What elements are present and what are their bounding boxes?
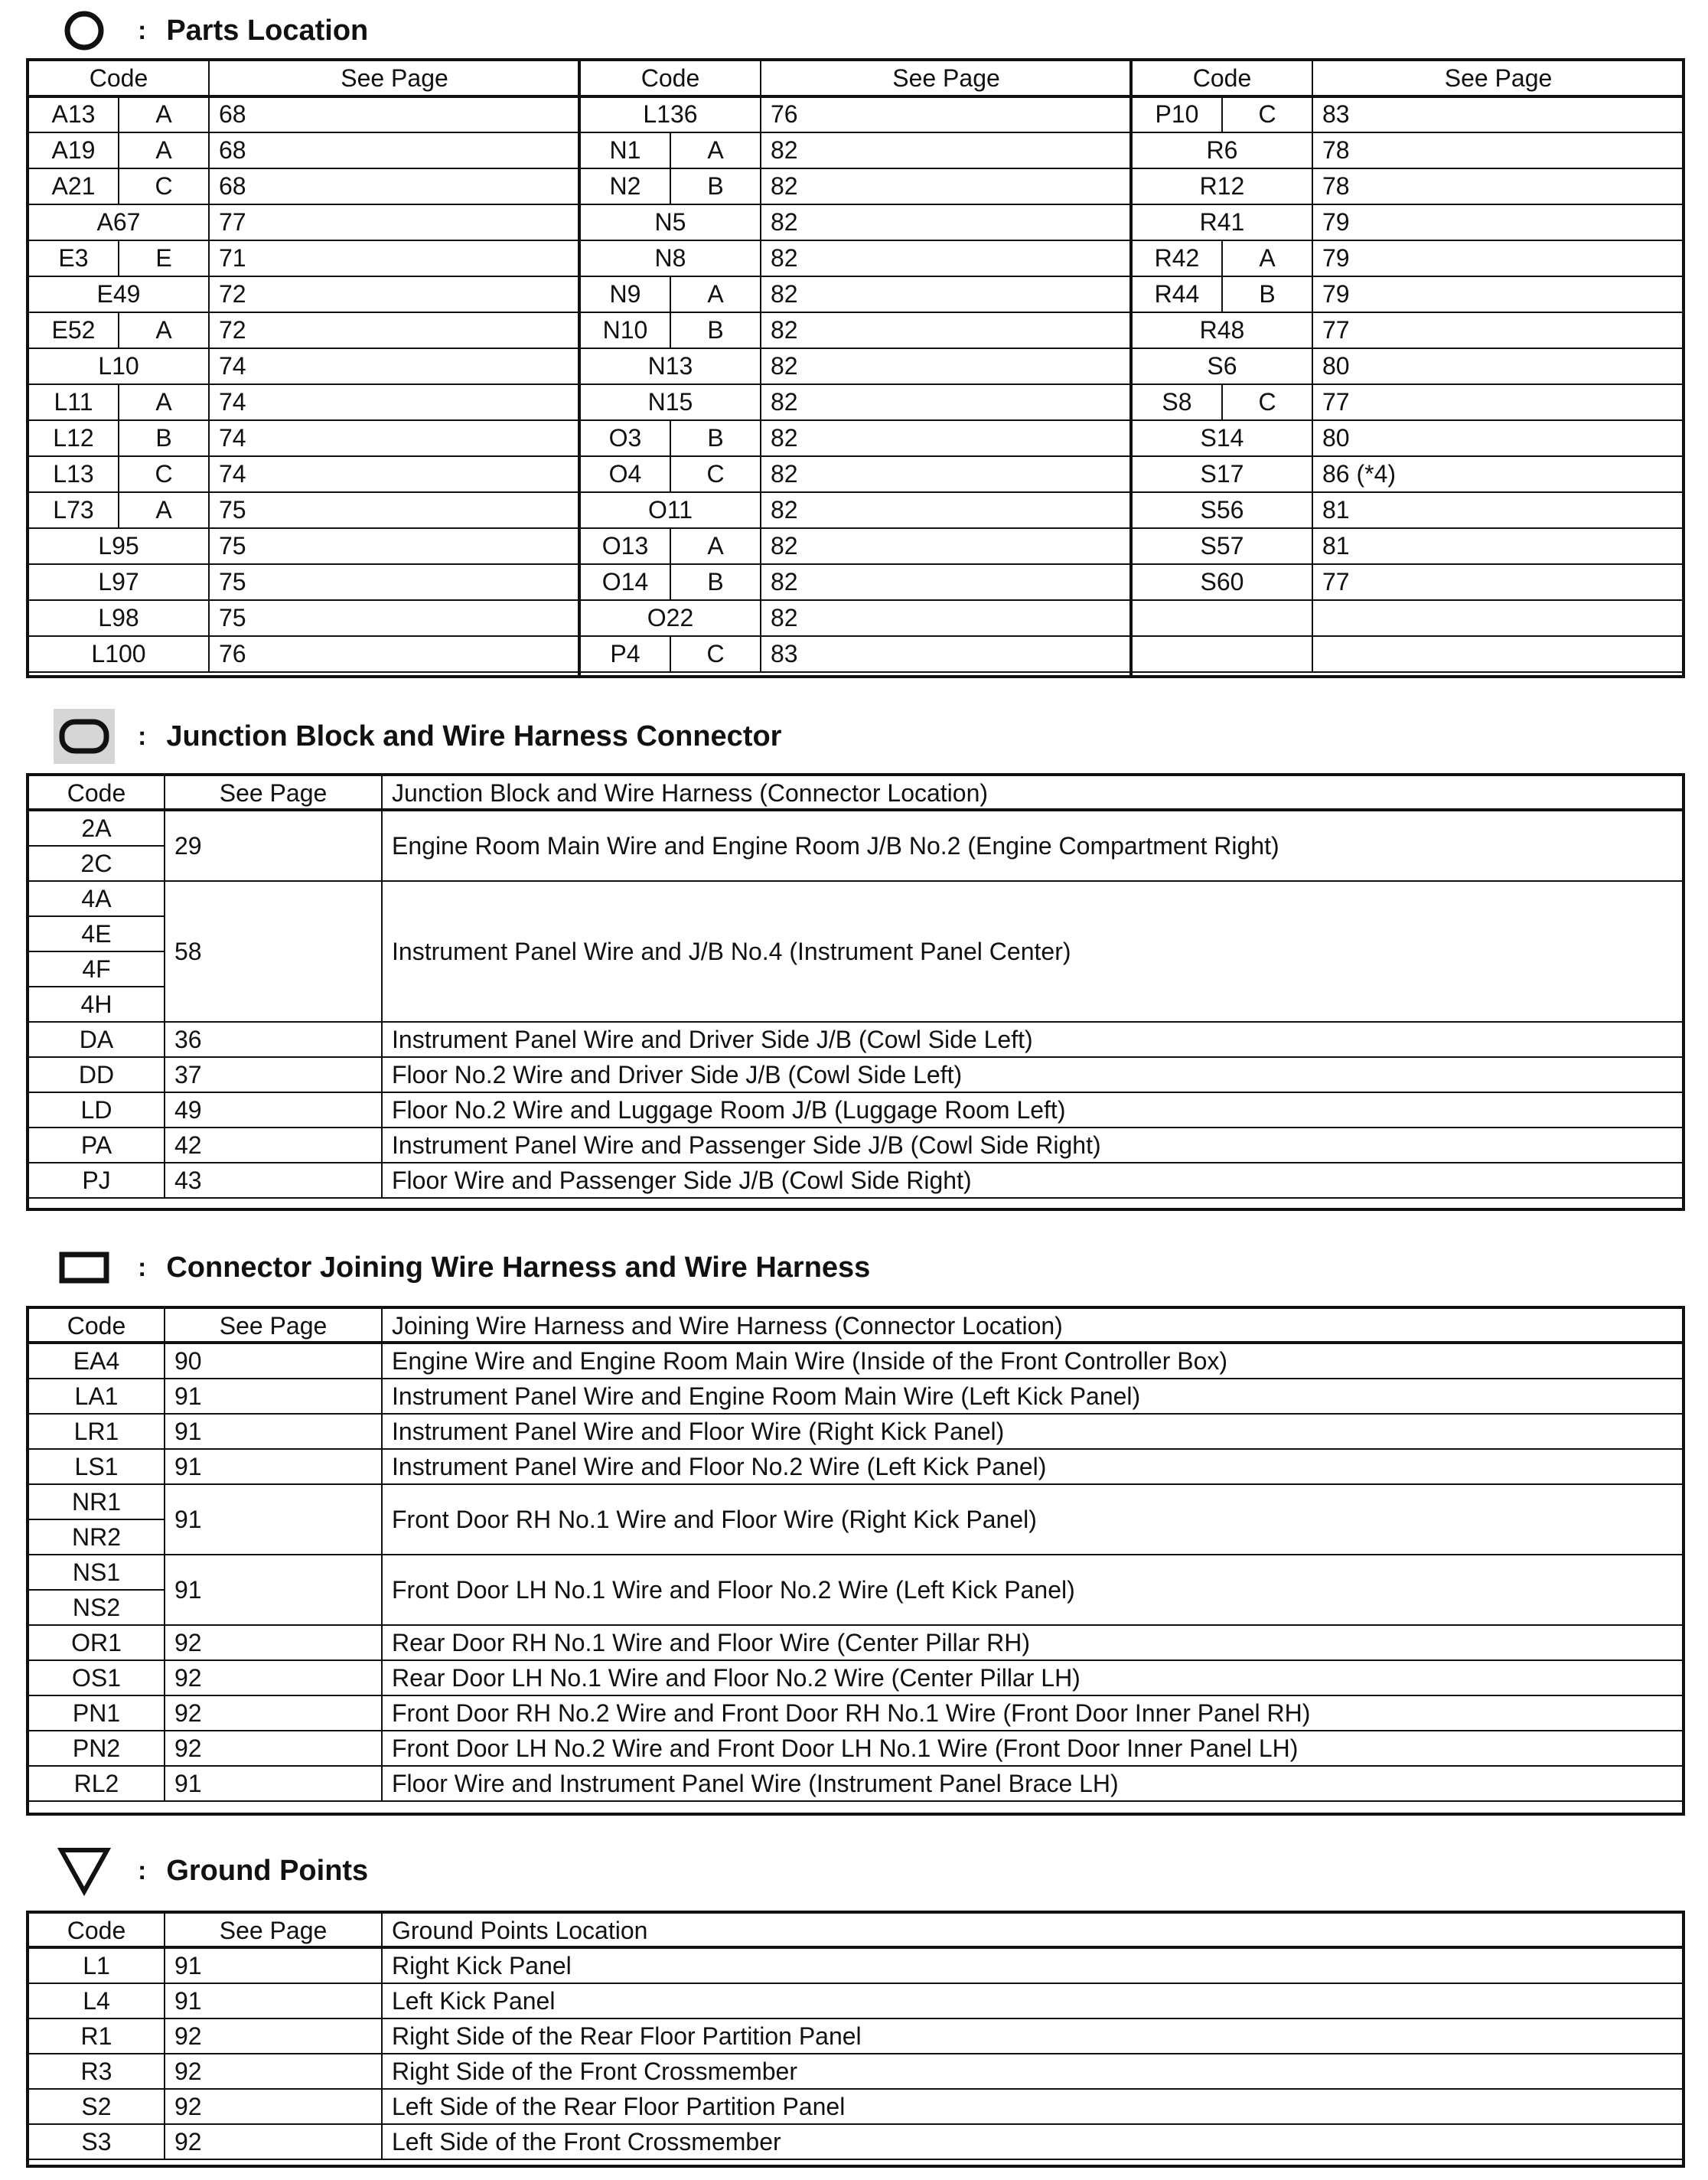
location-cell: Rear Door LH No.1 Wire and Floor No.2 Wire (Center Pillar LH) (382, 1660, 1684, 1695)
see-page-cell: 37 (165, 1057, 382, 1092)
code-cell: S2 (28, 2089, 165, 2124)
sub-code-cell: B (1222, 276, 1312, 312)
see-page-cell: 72 (209, 312, 580, 348)
code-cell: DA (28, 1022, 165, 1057)
ground-header-row (28, 1913, 1684, 1948)
see-page-cell: 74 (209, 384, 580, 420)
see-page-cell: 76 (209, 636, 580, 672)
code-cell: LR1 (28, 1414, 165, 1449)
code-cell: PN1 (28, 1695, 165, 1731)
code-cell: 4F (28, 951, 165, 987)
code-cell: S57 (1132, 528, 1312, 564)
location-cell: Rear Door RH No.1 Wire and Floor Wire (Center Pillar RH) (382, 1625, 1684, 1660)
code-cell: A19 (28, 132, 119, 168)
table-row (28, 1983, 1684, 2018)
see-page-cell: 92 (165, 2089, 382, 2124)
see-page-cell: 82 (761, 564, 1132, 600)
code-cell: L11 (28, 384, 119, 420)
see-page-cell: 82 (761, 276, 1132, 312)
code-cell: EA4 (28, 1343, 165, 1379)
location-cell: Instrument Panel Wire and Floor No.2 Wire (Left Kick Panel) (382, 1449, 1684, 1484)
see-page-cell: 77 (1312, 564, 1684, 600)
code-cell: L10 (28, 348, 209, 384)
code-cell: LS1 (28, 1449, 165, 1484)
table-row (28, 1343, 1684, 1379)
see-page-cell: 91 (165, 1449, 382, 1484)
code-cell: NR1 (28, 1484, 165, 1519)
code-cell: O4 (580, 456, 670, 492)
see-page-cell: 29 (165, 811, 382, 881)
code-cell: P4 (580, 636, 670, 672)
code-cell: RL2 (28, 1766, 165, 1801)
see-page-cell: 82 (761, 312, 1132, 348)
see-page-cell: 72 (209, 276, 580, 312)
see-page-cell: 92 (165, 1625, 382, 1660)
code-cell: L13 (28, 456, 119, 492)
parts-row (28, 132, 1684, 168)
code-cell: R12 (1132, 168, 1312, 204)
parts-row (28, 420, 1684, 456)
code-header: Code (580, 60, 761, 96)
location-header: Ground Points Location (382, 1913, 1684, 1948)
location-cell: Front Door RH No.1 Wire and Floor Wire (Right Kick Panel) (382, 1484, 1684, 1555)
location-cell: Engine Wire and Engine Room Main Wire (Inside of the Front Controller Box) (382, 1343, 1684, 1379)
code-cell: P10 (1132, 96, 1222, 132)
code-cell: R41 (1132, 204, 1312, 240)
location-cell: Front Door RH No.2 Wire and Front Door RH No.1 Wire (Front Door Inner Panel RH) (382, 1695, 1684, 1731)
sub-code-cell: C (119, 168, 209, 204)
see-page-header: See Page (165, 775, 382, 811)
parts-row (28, 276, 1684, 312)
code-cell: S56 (1132, 492, 1312, 528)
code-cell: E3 (28, 240, 119, 276)
sub-code-cell: A (119, 312, 209, 348)
junction-block-title: Junction Block and Wire Harness Connector (166, 720, 782, 752)
location-cell: Engine Room Main Wire and Engine Room J/B No.2 (Engine Compartment Right) (382, 811, 1684, 881)
sub-code-cell: A (119, 132, 209, 168)
ground-points-title: Ground Points (166, 1854, 369, 1887)
code-cell: L1 (28, 1948, 165, 1983)
code-cell: N8 (580, 240, 761, 276)
code-cell: O11 (580, 492, 761, 528)
table-row (28, 1731, 1684, 1766)
code-cell: PA (28, 1128, 165, 1163)
parts-group-separator (578, 58, 581, 678)
see-page-cell: 91 (165, 1414, 382, 1449)
see-page-cell (1312, 636, 1684, 672)
sub-code-cell: A (1222, 240, 1312, 276)
see-page-cell: 36 (165, 1022, 382, 1057)
location-cell: Instrument Panel Wire and Engine Room Main Wire (Left Kick Panel) (382, 1379, 1684, 1414)
see-page-cell: 91 (165, 1379, 382, 1414)
see-page-cell: 43 (165, 1163, 382, 1198)
see-page-cell: 79 (1312, 204, 1684, 240)
code-cell (1132, 636, 1312, 672)
connector-header-row (28, 1308, 1684, 1343)
see-page-cell: 92 (165, 2054, 382, 2089)
sub-code-cell: C (119, 456, 209, 492)
circle-symbol-icon (54, 3, 115, 58)
heading-colon: : (138, 1252, 147, 1282)
table-row (28, 1660, 1684, 1695)
table-row (28, 1163, 1684, 1198)
code-cell: L73 (28, 492, 119, 528)
code-cell: PN2 (28, 1731, 165, 1766)
code-cell: O13 (580, 528, 670, 564)
see-page-cell: 80 (1312, 420, 1684, 456)
parts-header-row (28, 60, 1684, 96)
see-page-cell: 71 (209, 240, 580, 276)
ground-header-rule (26, 1946, 1685, 1949)
see-page-header: See Page (1312, 60, 1684, 96)
code-cell: N2 (580, 168, 670, 204)
connector-joining-table (28, 1307, 1685, 1802)
code-cell: S17 (1132, 456, 1312, 492)
parts-group-separator (1129, 58, 1133, 678)
code-cell: E49 (28, 276, 209, 312)
location-cell: Right Kick Panel (382, 1948, 1684, 1983)
see-page-header: See Page (761, 60, 1132, 96)
code-cell: N1 (580, 132, 670, 168)
parts-row (28, 564, 1684, 600)
see-page-cell: 91 (165, 1555, 382, 1625)
code-cell: NS1 (28, 1555, 165, 1590)
table-row (28, 1057, 1684, 1092)
see-page-cell: 78 (1312, 132, 1684, 168)
see-page-cell (1312, 600, 1684, 636)
ground-points-table (28, 1912, 1685, 2160)
sub-code-cell: C (1222, 96, 1312, 132)
code-cell: S3 (28, 2124, 165, 2159)
code-cell: L95 (28, 528, 209, 564)
code-cell: NR2 (28, 1519, 165, 1555)
see-page-cell: 92 (165, 1731, 382, 1766)
code-cell: O14 (580, 564, 670, 600)
table-row (28, 2089, 1684, 2124)
code-cell: N15 (580, 384, 761, 420)
location-cell: Instrument Panel Wire and Driver Side J/B (Cowl Side Left) (382, 1022, 1684, 1057)
sub-code-cell: B (670, 564, 761, 600)
code-cell: OS1 (28, 1660, 165, 1695)
location-cell: Left Side of the Front Crossmember (382, 2124, 1684, 2159)
see-page-header: See Page (165, 1308, 382, 1343)
see-page-cell: 82 (761, 384, 1132, 420)
table-row (28, 1948, 1684, 1983)
code-cell: R3 (28, 2054, 165, 2089)
code-cell: N5 (580, 204, 761, 240)
see-page-cell: 92 (165, 1695, 382, 1731)
code-cell: L12 (28, 420, 119, 456)
see-page-cell: 82 (761, 168, 1132, 204)
triangle-symbol-icon (54, 1843, 115, 1898)
parts-row (28, 348, 1684, 384)
connector-joining-title: Connector Joining Wire Harness and Wire Harness (166, 1251, 871, 1284)
code-cell: O22 (580, 600, 761, 636)
code-cell (1132, 600, 1312, 636)
see-page-cell: 92 (165, 2018, 382, 2054)
rounded-rectangle-symbol-icon (54, 709, 115, 764)
code-cell: L98 (28, 600, 209, 636)
see-page-cell: 91 (165, 1983, 382, 2018)
table-row (28, 1449, 1684, 1484)
see-page-cell: 68 (209, 96, 580, 132)
code-cell: DD (28, 1057, 165, 1092)
parts-row (28, 492, 1684, 528)
location-header: Joining Wire Harness and Wire Harness (Connector Location) (382, 1308, 1684, 1343)
table-row (28, 2018, 1684, 2054)
table-row (28, 2124, 1684, 2159)
see-page-cell: 75 (209, 528, 580, 564)
see-page-cell: 82 (761, 600, 1132, 636)
code-cell: OR1 (28, 1625, 165, 1660)
see-page-cell: 68 (209, 132, 580, 168)
see-page-cell: 83 (1312, 96, 1684, 132)
sub-code-cell: A (670, 528, 761, 564)
table-row (28, 1766, 1684, 1801)
code-cell: R42 (1132, 240, 1222, 276)
table-row (28, 881, 1684, 916)
sub-code-cell: B (670, 420, 761, 456)
see-page-cell: 77 (1312, 384, 1684, 420)
parts-row (28, 636, 1684, 672)
location-cell: Front Door LH No.2 Wire and Front Door LH No.1 Wire (Front Door Inner Panel LH) (382, 1731, 1684, 1766)
sub-code-cell: C (1222, 384, 1312, 420)
see-page-cell: 68 (209, 168, 580, 204)
location-cell: Left Side of the Rear Floor Partition Panel (382, 2089, 1684, 2124)
see-page-cell: 86 (*4) (1312, 456, 1684, 492)
code-cell: A13 (28, 96, 119, 132)
code-header: Code (1132, 60, 1312, 96)
code-cell: S14 (1132, 420, 1312, 456)
heading-colon: : (138, 721, 147, 751)
junction-header-rule (26, 808, 1685, 811)
code-cell: S8 (1132, 384, 1222, 420)
sub-code-cell: A (119, 492, 209, 528)
code-cell: S6 (1132, 348, 1312, 384)
parts-row (28, 384, 1684, 420)
code-cell: 4H (28, 987, 165, 1022)
sub-code-cell: A (670, 276, 761, 312)
code-cell: R44 (1132, 276, 1222, 312)
parts-location-table (28, 60, 1685, 673)
see-page-cell: 81 (1312, 528, 1684, 564)
see-page-cell: 91 (165, 1948, 382, 1983)
code-cell: 2A (28, 811, 165, 846)
parts-row (28, 600, 1684, 636)
junction-header-row (28, 775, 1684, 811)
code-cell: 4A (28, 881, 165, 916)
table-row (28, 1379, 1684, 1414)
see-page-cell: 74 (209, 420, 580, 456)
see-page-cell: 82 (761, 456, 1132, 492)
see-page-cell: 42 (165, 1128, 382, 1163)
table-row (28, 1625, 1684, 1660)
code-cell: L4 (28, 1983, 165, 2018)
sub-code-cell: C (670, 456, 761, 492)
code-cell: N10 (580, 312, 670, 348)
heading-colon: : (138, 15, 147, 45)
code-cell: PJ (28, 1163, 165, 1198)
code-cell: 4E (28, 916, 165, 951)
code-cell: E52 (28, 312, 119, 348)
table-row (28, 1555, 1684, 1590)
see-page-cell: 49 (165, 1092, 382, 1128)
see-page-cell: 82 (761, 348, 1132, 384)
see-page-cell: 80 (1312, 348, 1684, 384)
see-page-header: See Page (209, 60, 580, 96)
parts-header-rule (26, 95, 1685, 98)
code-cell: R48 (1132, 312, 1312, 348)
see-page-cell: 83 (761, 636, 1132, 672)
location-cell: Floor Wire and Passenger Side J/B (Cowl Side Right) (382, 1163, 1684, 1198)
heading-colon: : (138, 1855, 147, 1885)
parts-row (28, 204, 1684, 240)
see-page-cell: 92 (165, 1660, 382, 1695)
code-cell: S60 (1132, 564, 1312, 600)
parts-row (28, 528, 1684, 564)
see-page-cell: 75 (209, 600, 580, 636)
code-cell: R1 (28, 2018, 165, 2054)
table-row (28, 1092, 1684, 1128)
see-page-cell: 79 (1312, 276, 1684, 312)
location-cell: Front Door LH No.1 Wire and Floor No.2 Wire (Left Kick Panel) (382, 1555, 1684, 1625)
junction-block-heading (54, 706, 781, 767)
parts-row (28, 240, 1684, 276)
parts-row (28, 168, 1684, 204)
connector-header-rule (26, 1341, 1685, 1344)
location-cell: Floor Wire and Instrument Panel Wire (Instrument Panel Brace LH) (382, 1766, 1684, 1801)
location-cell: Right Side of the Rear Floor Partition Panel (382, 2018, 1684, 2054)
code-header: Code (28, 60, 209, 96)
code-cell: L100 (28, 636, 209, 672)
sub-code-cell: B (670, 312, 761, 348)
see-page-cell: 91 (165, 1766, 382, 1801)
see-page-cell: 90 (165, 1343, 382, 1379)
code-cell: LA1 (28, 1379, 165, 1414)
parts-location-heading (54, 0, 368, 61)
see-page-cell: 82 (761, 492, 1132, 528)
table-row (28, 811, 1684, 846)
code-cell: A21 (28, 168, 119, 204)
table-row (28, 1695, 1684, 1731)
table-row (28, 1414, 1684, 1449)
parts-row (28, 312, 1684, 348)
code-cell: LD (28, 1092, 165, 1128)
see-page-cell: 92 (165, 2124, 382, 2159)
parts-location-title: Parts Location (166, 14, 369, 47)
code-cell: N9 (580, 276, 670, 312)
location-cell: Instrument Panel Wire and J/B No.4 (Instrument Panel Center) (382, 881, 1684, 1022)
see-page-cell: 81 (1312, 492, 1684, 528)
sub-code-cell: A (119, 384, 209, 420)
sub-code-cell: B (670, 168, 761, 204)
code-cell: N13 (580, 348, 761, 384)
see-page-cell: 82 (761, 240, 1132, 276)
see-page-cell: 82 (761, 528, 1132, 564)
rectangle-symbol-icon (54, 1240, 115, 1295)
location-cell: Floor No.2 Wire and Luggage Room J/B (Luggage Room Left) (382, 1092, 1684, 1128)
sub-code-cell: A (670, 132, 761, 168)
table-row (28, 2054, 1684, 2089)
code-cell: 2C (28, 846, 165, 881)
see-page-cell: 77 (209, 204, 580, 240)
sub-code-cell: B (119, 420, 209, 456)
code-header: Code (28, 1913, 165, 1948)
see-page-cell: 91 (165, 1484, 382, 1555)
parts-row (28, 96, 1684, 132)
location-cell: Instrument Panel Wire and Passenger Side J/B (Cowl Side Right) (382, 1128, 1684, 1163)
see-page-cell: 78 (1312, 168, 1684, 204)
table-row (28, 1128, 1684, 1163)
table-row (28, 1022, 1684, 1057)
location-header: Junction Block and Wire Harness (Connector Location) (382, 775, 1684, 811)
see-page-header: See Page (165, 1913, 382, 1948)
see-page-cell: 82 (761, 420, 1132, 456)
see-page-cell: 75 (209, 564, 580, 600)
location-cell: Floor No.2 Wire and Driver Side J/B (Cowl Side Left) (382, 1057, 1684, 1092)
sub-code-cell: E (119, 240, 209, 276)
code-cell: L97 (28, 564, 209, 600)
see-page-cell: 74 (209, 348, 580, 384)
code-cell: O3 (580, 420, 670, 456)
see-page-cell: 79 (1312, 240, 1684, 276)
code-cell: A67 (28, 204, 209, 240)
see-page-cell: 74 (209, 456, 580, 492)
location-cell: Instrument Panel Wire and Floor Wire (Right Kick Panel) (382, 1414, 1684, 1449)
location-cell: Left Kick Panel (382, 1983, 1684, 2018)
code-header: Code (28, 775, 165, 811)
parts-row (28, 456, 1684, 492)
code-header: Code (28, 1308, 165, 1343)
see-page-cell: 76 (761, 96, 1132, 132)
code-cell: L136 (580, 96, 761, 132)
junction-block-table (28, 775, 1685, 1199)
see-page-cell: 82 (761, 204, 1132, 240)
connector-joining-heading (54, 1237, 870, 1298)
ground-points-heading (54, 1840, 368, 1901)
table-row (28, 1484, 1684, 1519)
see-page-cell: 82 (761, 132, 1132, 168)
see-page-cell: 77 (1312, 312, 1684, 348)
see-page-cell: 58 (165, 881, 382, 1022)
sub-code-cell: A (119, 96, 209, 132)
code-cell: R6 (1132, 132, 1312, 168)
code-cell: NS2 (28, 1590, 165, 1625)
location-cell: Right Side of the Front Crossmember (382, 2054, 1684, 2089)
sub-code-cell: C (670, 636, 761, 672)
see-page-cell: 75 (209, 492, 580, 528)
